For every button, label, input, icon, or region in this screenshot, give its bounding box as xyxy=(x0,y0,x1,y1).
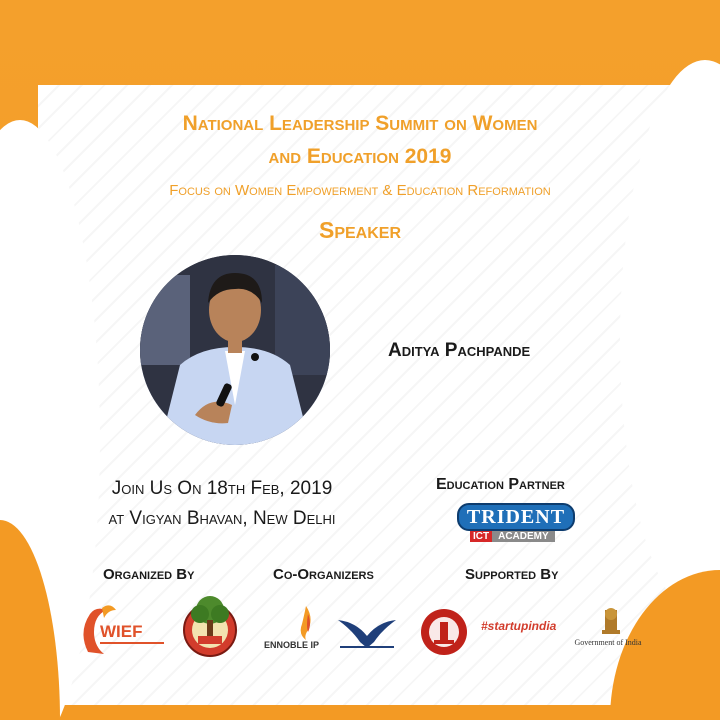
speaker-photo xyxy=(140,255,330,445)
summit-title-line1: National Leadership Summit on Women xyxy=(182,112,538,135)
speaker-heading: Speaker xyxy=(318,217,402,243)
speaker-name: Aditya Pachpande xyxy=(388,340,531,361)
summit-focus: Focus on Women Empowerment & Education Reformation xyxy=(169,182,551,199)
summit-title-line2: and Education 2019 xyxy=(268,145,452,168)
ict-academy-logo xyxy=(470,530,555,544)
ict-text: ICT xyxy=(470,531,492,542)
academy-text: ACADEMY xyxy=(492,531,555,542)
supported-by-label: Supported By xyxy=(465,566,559,583)
trident-logo: TRIDENT xyxy=(457,503,575,531)
event-venue: at Vigyan Bhavan, New Delhi xyxy=(108,508,336,529)
organized-by-label: Organized By xyxy=(103,566,195,583)
startup-india-logo: #startupindia xyxy=(481,619,557,633)
wief-logo-text: WIEF xyxy=(100,622,143,641)
govt-seal-icon xyxy=(420,608,468,656)
speaker-photo-icon xyxy=(140,255,330,445)
ennoble-ip-text: ENNOBLE IP xyxy=(264,640,320,650)
co-organizers-label: Co-Organizers xyxy=(273,566,374,583)
tree-seal-icon xyxy=(182,596,238,658)
event-date: Join Us On 18th Feb, 2019 xyxy=(111,478,333,499)
education-partner-label: Education Partner xyxy=(436,476,565,493)
government-of-india-text: Government of India xyxy=(574,638,642,647)
eagle-logo-icon xyxy=(336,612,398,650)
